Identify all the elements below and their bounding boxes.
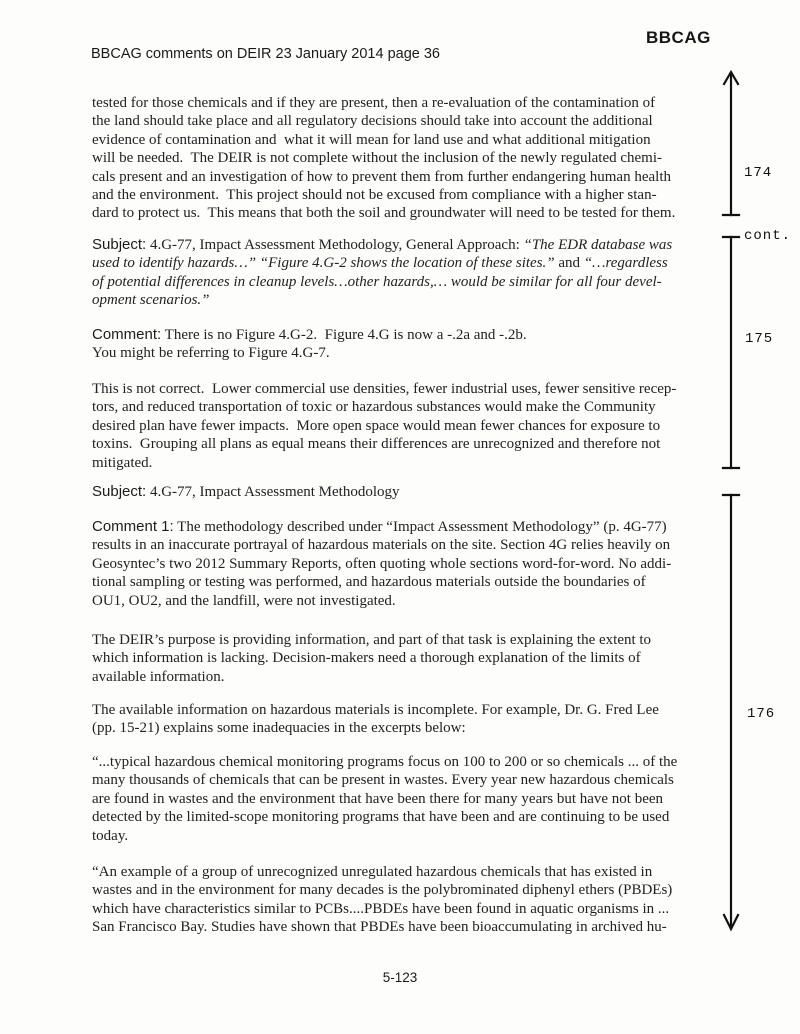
subject-heading-176 <box>92 483 737 501</box>
text-line: today. <box>92 827 129 844</box>
text-line: “An example of a group of unrecognized unregulated hazardous chemicals that has existed in <box>92 864 653 880</box>
text-line: evidence of contamination and what it will mean for land use and what additional mitigation <box>92 131 651 148</box>
annotation-label-176: 176 <box>747 706 776 722</box>
text-line: tional sampling or testing was performed, and hazardous materials outside the boundaries of <box>92 574 646 591</box>
text-line: The available information on hazardous materials is incomplete. For example, Dr. G. Fred Lee <box>92 702 659 718</box>
page-header: BBCAG comments on DEIR 23 January 2014 page 36 <box>91 46 440 62</box>
text-line: results in an inaccurate portrayal of hazardous materials on the site. Section 4G relies heavily on <box>92 537 671 554</box>
text-line <box>92 236 737 254</box>
text-segment: 4.G-77, Impact Assessment Methodology, General Approach: <box>146 237 524 253</box>
text-line: detected by the limited-scope monitoring programs that have been and are continuing to be used <box>92 809 670 826</box>
subject-heading-175 <box>92 236 737 310</box>
text-line: toxins. Grouping all plans as equal means their differences are unrecognized and therefore not <box>92 436 661 453</box>
text-line: You might be referring to Figure 4.G-7. <box>92 345 330 362</box>
comment-label: Comment 1: <box>92 518 174 535</box>
text-line: and the environment. This project should not be excused from compliance with a higher stan- <box>92 187 657 204</box>
annotation-bracket-174-up-arrow <box>719 66 743 220</box>
paragraph-not-correct <box>92 380 737 472</box>
comment-label: Comment: <box>92 326 162 343</box>
text-line: wastes and in the environment for many decades is the polybrominated diphenyl ethers (PBDEs) <box>92 882 673 899</box>
annotation-label-175: 175 <box>745 331 774 347</box>
brand-label: BBCAG <box>646 28 711 47</box>
text-line: which information is lacking. Decision-makers need a thorough explanation of the limits of <box>92 650 641 667</box>
text-line: “...typical hazardous chemical monitoring programs focus on 100 to 200 or so chemicals ... of the <box>92 754 678 770</box>
text-line: (pp. 15-21) explains some inadequacies in the excerpts below: <box>92 720 466 737</box>
text-line: OU1, OU2, and the landfill, were not investigated. <box>92 592 396 609</box>
text-line <box>92 518 737 536</box>
text-line: are found in wastes and the environment that have been there for many years but have not been <box>92 790 664 807</box>
text-line <box>92 291 737 309</box>
subject-label: Subject: <box>92 483 147 500</box>
text-line <box>92 254 737 272</box>
text-line: San Francisco Bay. Studies have shown that PBDEs have been bioaccumulating in archived hu- <box>92 919 667 936</box>
annotation-bracket-176-down-arrow <box>719 491 743 935</box>
text-line: desired plan have fewer impacts. More open space would mean fewer chances for exposure to <box>92 417 661 434</box>
text-line: will be needed. The DEIR is not complete without the inclusion of the newly regulated chemi- <box>92 150 662 167</box>
paragraph-typical-monitoring <box>92 753 737 845</box>
quoted-text: “The EDR database was <box>523 237 673 253</box>
paragraph-tested <box>92 94 737 223</box>
text-line <box>92 326 737 344</box>
text-line: This is not correct. Lower commercial use densities, fewer industrial uses, fewer sensitive recep- <box>92 381 677 397</box>
text-line: many thousands of chemicals that can be present in wastes. Every year new hazardous chemicals <box>92 772 674 789</box>
text-segment: There is no Figure 4.G-2. Figure 4.G is now a -.2a and -.2b. <box>161 327 527 343</box>
quoted-text: “…regardless <box>583 255 668 272</box>
paragraph-available-info <box>92 701 737 738</box>
text-line: tested for those chemicals and if they are present, then a re-evaluation of the contamination of <box>92 95 656 111</box>
text-line: tors, and reduced transportation of toxic or hazardous substances would make the Community <box>92 399 656 416</box>
text-line <box>92 483 737 501</box>
text-segment: and <box>554 255 584 272</box>
paragraph-pbde-example <box>92 863 737 937</box>
text-line: the land should take place and all regulatory decisions should take into account the additional <box>92 113 653 130</box>
comment-176 <box>92 518 737 610</box>
text-segment: 4.G-77, Impact Assessment Methodology <box>146 484 400 500</box>
text-line: available information. <box>92 668 225 685</box>
quoted-text: used to identify hazards…” “Figure 4.G-2 shows the location of these sites.” <box>92 255 555 272</box>
text-line: mitigated. <box>92 454 153 471</box>
text-line: dard to protect us. This means that both the soil and groundwater will need to be tested for them. <box>92 205 676 222</box>
annotation-number: 174 <box>744 165 773 181</box>
text-line: cals present and an investigation of how to prevent them from further endangering human health <box>92 168 671 185</box>
quoted-text: opment scenarios.” <box>92 292 210 309</box>
annotation-label-174 <box>744 121 791 289</box>
annotation-cont: cont. <box>744 228 792 244</box>
quoted-text: of potential differences in cleanup levels…other hazards,… would be similar for all four devel- <box>92 273 662 290</box>
text-line: The DEIR’s purpose is providing information, and part of that task is explaining the extent to <box>92 632 652 648</box>
text-segment: The methodology described under “Impact Assessment Methodology” (p. 4G-77) <box>173 519 667 535</box>
page-number: 5-123 <box>382 970 418 985</box>
comment-175 <box>92 326 737 363</box>
text-line <box>92 273 737 291</box>
subject-label: Subject: <box>92 236 147 253</box>
annotation-bracket-175 <box>719 233 743 473</box>
text-line: Geosyntec’s two 2012 Summary Reports, often quoting whole sections word-for-word. No addi- <box>92 555 672 572</box>
text-line: which have characteristics similar to PCBs....PBDEs have been found in aquatic organisms in ... <box>92 900 670 917</box>
paragraph-deir-purpose <box>92 631 737 686</box>
